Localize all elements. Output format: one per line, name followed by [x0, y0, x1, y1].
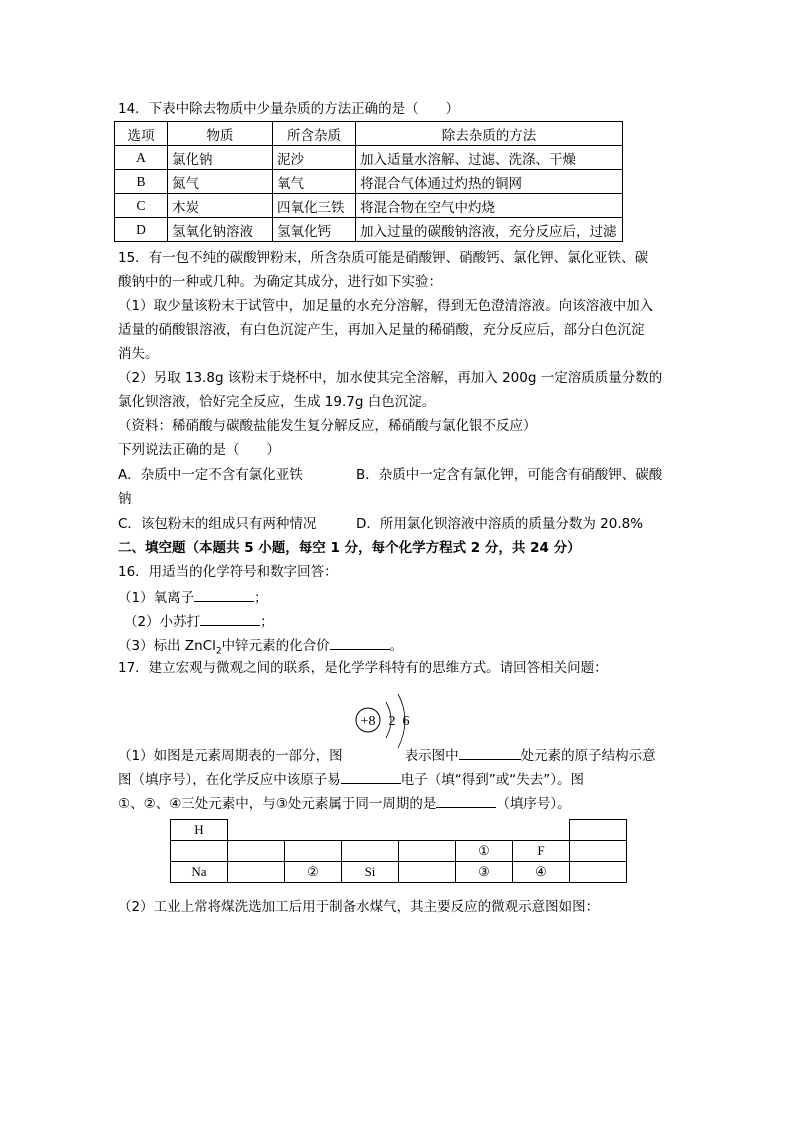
- answer-blank[interactable]: [459, 745, 521, 760]
- element-cell: [570, 841, 627, 862]
- cell-method: 将混合气体通过灼热的铜网: [356, 170, 623, 194]
- q15-option-d: D．所用氯化钡溶液中溶质的质量分数为 20.8%: [356, 516, 644, 532]
- element-cell: [570, 820, 627, 841]
- q15-line-6: （2）另取 13.8g 该粉末于烧杯中，加水使其完全溶解，再加入 200g 一定溶质质量分数的: [118, 370, 663, 386]
- cell-substance: 木炭: [168, 194, 273, 218]
- punct: ；: [260, 614, 274, 630]
- cell-option: C: [115, 194, 168, 218]
- q15-option-b: B．杂质中一定含有氯化钾，可能含有硝酸钾、碳酸: [356, 467, 663, 483]
- empty-cell: [456, 820, 513, 841]
- q15-line-1: 15．有一包不纯的碳酸钾粉末，所含杂质可能是硝酸钾、硝酸钙、氯化钾、氯化亚铁、碳: [118, 250, 649, 266]
- element-cell: [399, 862, 456, 883]
- text: 电子（填“得到”或“失去”）。图: [400, 772, 584, 788]
- cell-method: 将混合物在空气中灼烧: [356, 194, 623, 218]
- subscript: 2: [215, 646, 222, 657]
- cell-option: A: [115, 146, 168, 170]
- period-row-3: [171, 862, 627, 883]
- q16-part-1: [118, 587, 268, 607]
- q16-part-1-label: （1）氧离子: [118, 590, 195, 606]
- element-cell: [285, 841, 342, 862]
- cell-substance: 氯化钠: [168, 146, 273, 170]
- q17-part-2: （2）工业上常将煤洗选加工后用于制备水煤气，其主要反应的微观示意图如图：: [118, 899, 600, 915]
- empty-cell: [228, 820, 285, 841]
- q17-stem: 17．建立宏观与微观之间的联系，是化学学科特有的思维方式。请回答相关问题：: [118, 660, 608, 676]
- element-cell: [570, 862, 627, 883]
- table-header-row: [115, 122, 623, 146]
- text: （填序号）。: [496, 796, 571, 812]
- answer-blank[interactable]: [200, 611, 260, 626]
- periodic-table-fragment: [170, 819, 627, 883]
- nucleus-charge: +8: [360, 714, 376, 729]
- element-cell: H: [171, 820, 228, 841]
- header-method: 除去杂质的方法: [356, 122, 623, 146]
- element-cell: [399, 841, 456, 862]
- text: ①、②、④三处元素中，与③处元素属于同一周期的是: [118, 796, 437, 812]
- element-cell-na: Na: [171, 862, 228, 883]
- period-row-1: [171, 820, 627, 841]
- cell-option: D: [115, 218, 168, 242]
- q16-part-3-text: 中锌元素的化合价: [221, 638, 330, 654]
- q14-table: [114, 121, 623, 242]
- cell-impurity: 氧气: [273, 170, 356, 194]
- shell-2-electrons: 6: [402, 714, 410, 729]
- q15-note: （资料：稀硝酸与碳酸盐能发生复分解反应，稀硝酸与氯化银不反应）: [118, 418, 537, 434]
- text: 处元素的原子结构示意: [520, 748, 656, 764]
- element-cell: [228, 862, 285, 883]
- table-row: [115, 218, 623, 242]
- answer-blank[interactable]: [436, 793, 496, 808]
- q17-part-1-line-2: [118, 769, 584, 789]
- q16-part-2: [124, 611, 274, 631]
- q15-line-7: 氯化钡溶液，恰好完全反应，生成 19.7g 白色沉淀。: [118, 394, 436, 410]
- q17-part-1-line-3: [118, 793, 571, 813]
- text: 表示图中: [404, 748, 459, 764]
- q16-part-3: [118, 635, 403, 661]
- cell-substance: 氮气: [168, 170, 273, 194]
- q16-part-2-label: （2）小苏打: [124, 614, 201, 630]
- q16-part-3-label: （3）标出 ZnCl: [118, 638, 216, 654]
- element-cell-f: F: [513, 841, 570, 862]
- q14-stem: 14．下表中除去物质中少量杂质的方法正确的是（ ）: [118, 101, 460, 117]
- cell-option: B: [115, 170, 168, 194]
- element-cell: [228, 841, 285, 862]
- header-substance: 物质: [168, 122, 273, 146]
- q15-question: 下列说法正确的是（ ）: [118, 442, 280, 458]
- q15-line-2: 酸钠中的一种或几种。为确定其成分，进行如下实验：: [118, 274, 442, 290]
- table-row: [115, 194, 623, 218]
- text: （1）如图是元素周期表的一部分，图: [118, 748, 343, 764]
- q17-part-1-line-1: [118, 745, 656, 765]
- element-cell-3: ③: [456, 862, 513, 883]
- empty-cell: [285, 820, 342, 841]
- shell-1-electrons: 2: [388, 714, 396, 729]
- cell-substance: 氢氧化钠溶液: [168, 218, 273, 242]
- empty-cell: [399, 820, 456, 841]
- element-cell-2: ②: [285, 862, 342, 883]
- table-row: [115, 146, 623, 170]
- element-cell-4: ④: [513, 862, 570, 883]
- cell-impurity: 泥沙: [273, 146, 356, 170]
- answer-blank[interactable]: [194, 587, 254, 602]
- section-heading: 二、填空题（本题共 5 小题，每空 1 分，每个化学方程式 2 分，共 24 分）: [118, 540, 581, 556]
- cell-impurity: 四氧化三铁: [273, 194, 356, 218]
- element-cell-1: ①: [456, 841, 513, 862]
- answer-blank[interactable]: [341, 769, 401, 784]
- element-cell: [171, 841, 228, 862]
- empty-cell: [513, 820, 570, 841]
- punct: ；: [254, 590, 268, 606]
- element-cell-si: Si: [342, 862, 399, 883]
- cell-method: 加入过量的碳酸钠溶液，充分反应后，过滤: [356, 218, 623, 242]
- cell-method: 加入适量水溶解、过滤、洗涤、干燥: [356, 146, 623, 170]
- q15-line-4: 适量的硝酸银溶液，有白色沉淀产生，再加入足量的稀硝酸，充分反应后，部分白色沉淀: [118, 322, 645, 338]
- q15-option-b-cont: 钠: [118, 491, 132, 507]
- q15-line-5: 消失。: [118, 346, 159, 362]
- punct: 。: [389, 638, 404, 654]
- period-row-2: [171, 841, 627, 862]
- q15-option-a: A．杂质中一定不含有氯化亚铁: [118, 467, 303, 483]
- table-row: [115, 170, 623, 194]
- cell-impurity: 氢氧化钙: [273, 218, 356, 242]
- q15-option-c: C．该包粉末的组成只有两种情况: [118, 516, 317, 532]
- answer-blank[interactable]: [330, 635, 390, 650]
- header-impurity: 所含杂质: [273, 122, 356, 146]
- q16-stem: 16．用适当的化学符号和数字回答：: [118, 564, 338, 580]
- header-option: 选项: [115, 122, 168, 146]
- q15-line-3: （1）取少量该粉末于试管中，加足量的水充分溶解，得到无色澄清溶液。向该溶液中加入: [118, 298, 654, 314]
- text: 图（填序号），在化学反应中该原子易: [118, 772, 341, 788]
- element-cell: [342, 841, 399, 862]
- empty-cell: [342, 820, 399, 841]
